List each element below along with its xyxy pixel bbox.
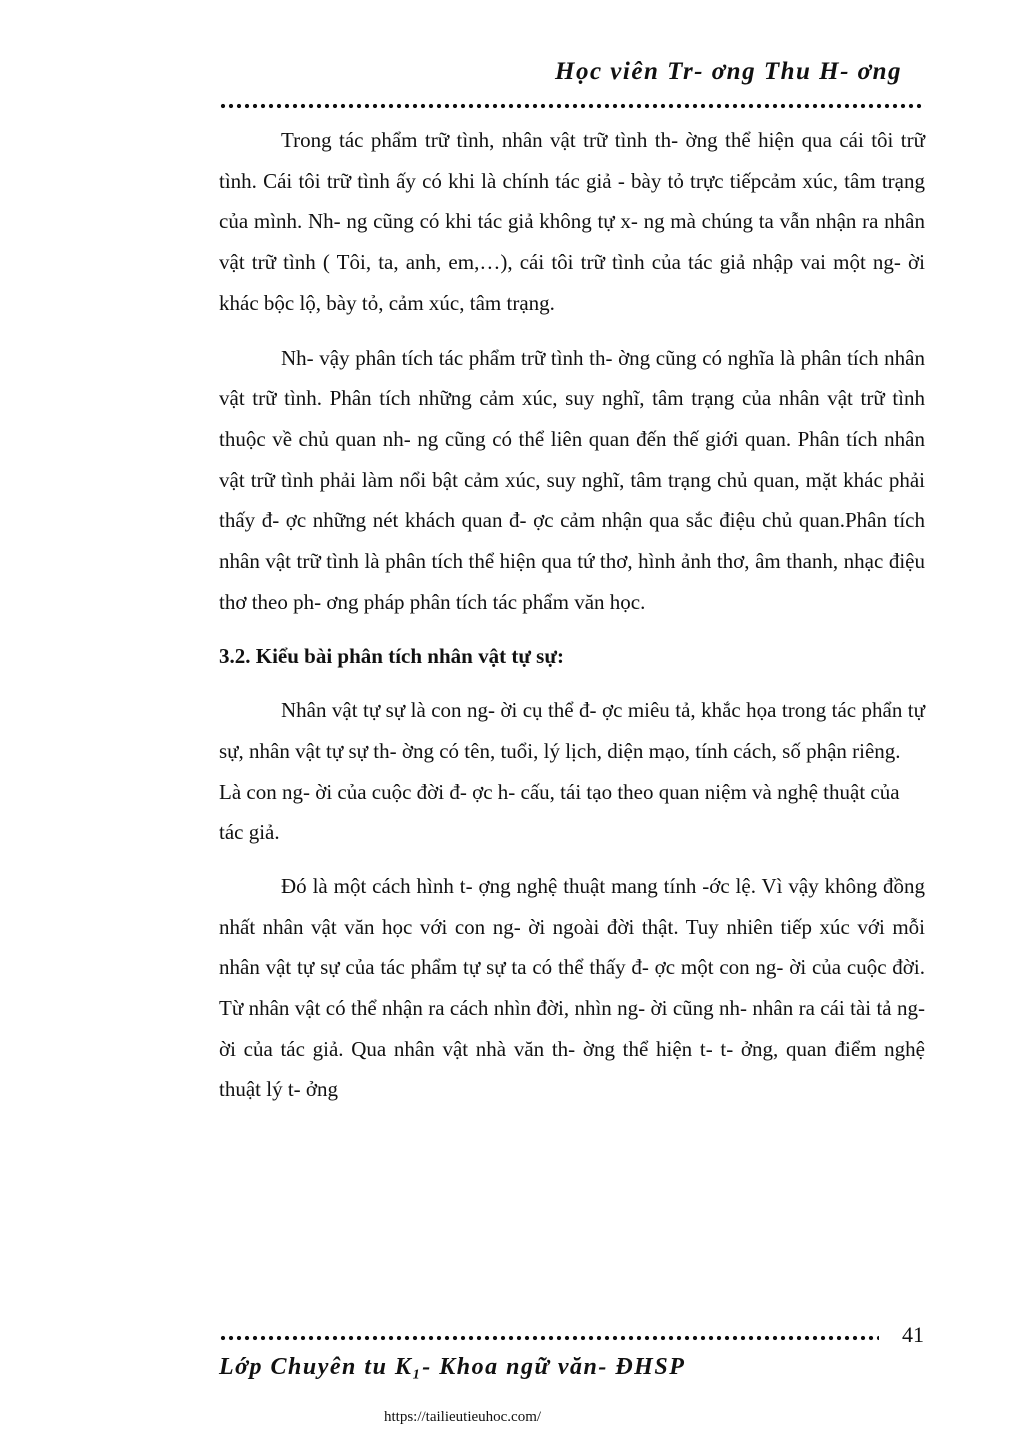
paragraph-lyric-analysis: Nh- vậy phân tích tác phẩm trữ tình th- ờng cũng có nghĩa là phân tích nhân vật trữ tình. Phân tích những cảm xúc, suy nghĩ, tâm trạng của nhân vật trữ tình thuộc về chủ quan nh- ng cũng có thể liên quan đến thế giới quan. Phân tích nhân vật trữ tình phải làm nổi bật cảm xúc, suy nghĩ, tâm trạng chủ quan, mặt khác phải thấy đ- ợc những nét khách quan đ- ợc cảm nhận qua sắc điệu chủ quan.Phân tích nhân vật trữ tình là phân tích thể hiện qua tứ thơ, hình ảnh thơ, âm thanh, nhạc điệu thơ theo ph- ơng pháp phân tích tác phẩm văn học.: [219, 345, 925, 614]
footer-dotted-rule: [219, 1334, 879, 1342]
section-heading: 3.2. Kiểu bài phân tích nhân vật tự sự:: [219, 644, 564, 669]
paragraph-author-fragment: tác giả.: [219, 819, 280, 844]
page-number: 41: [902, 1322, 924, 1347]
page-body: [219, 120, 925, 1110]
paragraph-narrative-character: Nhân vật tự sự là con ng- ời cụ thể đ- ợc miêu tả, khắc họa trong tác phẩn tự sự, nhân vật tự sự th- ờng có tên, tuổi, lý lịch, diện mạo, tính cách, số phận riêng.: [219, 698, 925, 764]
running-footer-title: Lớp Chuyên tu K₁- Khoa ngữ văn- ĐHSP: [219, 1354, 686, 1380]
header-dotted-rule: [219, 102, 925, 110]
paragraph-lyric-character: Trong tác phẩm trữ tình, nhân vật trữ tình th- ờng thể hiện qua cái tôi trữ tình. Cái tôi trữ tình ấy có khi là chính tác giả - bày tỏ trực tiếpcảm xúc, tâm trạng của mình. Nh- ng cũng có khi tác giả không tự x- ng mà chúng ta vẫn nhận ra nhân vật trữ tình ( Tôi, ta, anh, em,…), cái tôi trữ tình của tác giả nhập vai một ng- ời khác bộc lộ, bày tỏ, cảm xúc, tâm trạng.: [219, 128, 925, 315]
paragraph-artistic-image: Đó là một cách hình t- ợng nghệ thuật mang tính -ớc lệ. Vì vậy không đồng nhất nhân vật văn học với con ng- ời ngoài đời thật. Tuy nhiên tiếp xúc với mỗi nhân vật tự sự của tác phẩm tự sự ta có thể thấy đ- ợc một con ng- ời của cuộc đời. Từ nhân vật có thể nhận ra cách nhìn đời, nhìn ng- ời cũng nh- nhân ra cái tài tả ng- ời của tác giả. Qua nhân vật nhà văn th- ờng thể hiện t- t- ởng, quan điểm nghệ thuật lý t- ởng: [219, 873, 925, 1102]
source-url-link[interactable]: https://tailieutieuhoc.com/: [384, 1409, 542, 1425]
paragraph-fictional-person: Là con ng- ời của cuộc đời đ- ợc h- cấu, tái tạo theo quan niệm và nghệ thuật của: [219, 779, 900, 804]
running-header-title: Học viên Tr- ơng Thu H- ơng: [555, 58, 902, 85]
